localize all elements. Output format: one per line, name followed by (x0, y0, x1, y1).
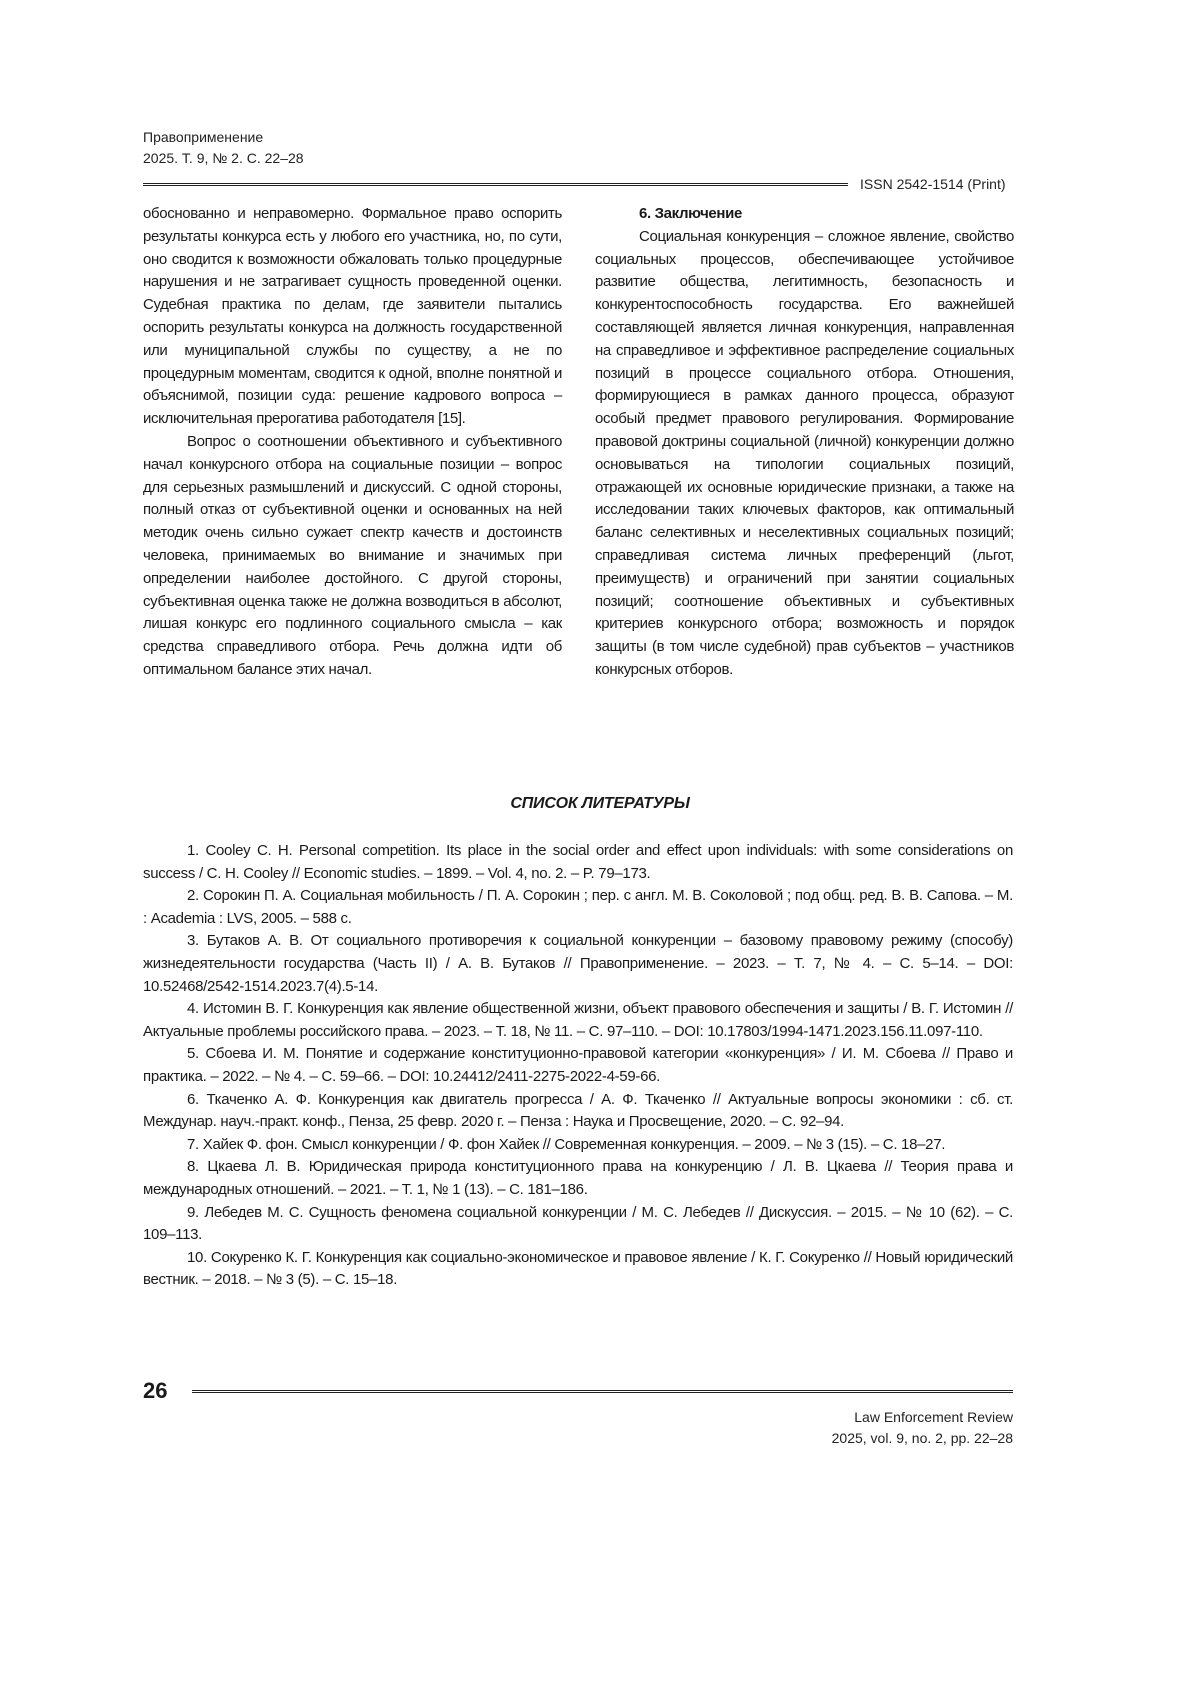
journal-title: Правоприменение (143, 127, 304, 148)
document-page (0, 0, 1200, 1697)
paragraph: Вопрос о соотношении объективного и субъективного начал конкурсного отбора на социальные позиции – вопрос для серьезных размышлений и дискуссий. С одной стороны, полный отказ от субъективной оценки и основанных на ней методик очень сильно сужает спектр качеств и достоинств человека, принимаемых во внимание и значимых при определении наиболее достойного. С другой стороны, субъективная оценка также не должна возводиться в абсолют, лишая конкурс его подлинного социального смысла – как средства справедливого отбора. Речь должна идти об оптимальном балансе этих начал. (143, 431, 562, 682)
left-column (143, 203, 562, 682)
issue-info-en: 2025, vol. 9, no. 2, pp. 22–28 (832, 1428, 1013, 1449)
reference-item: 9. Лебедев М. С. Сущность феномена социальной конкуренции / М. С. Лебедев // Дискуссия. – 2015. – № 10 (62). – С. 109–113. (143, 1202, 1013, 1247)
reference-item: 5. Сбоева И. М. Понятие и содержание конституционно-правовой категории «конкуренция» / И. М. Сбоева // Право и практика. – 2022. – № 4. – С. 59–66. – DOI: 10.24412/2411-2275-2022-4-59-66. (143, 1043, 1013, 1088)
running-footer (832, 1407, 1013, 1449)
journal-title-en: Law Enforcement Review (832, 1407, 1013, 1428)
reference-item: 6. Ткаченко А. Ф. Конкуренция как двигатель прогресса / А. Ф. Ткаченко // Актуальные вопросы экономики : сб. ст. Междунар. науч.-практ. конф., Пенза, 25 февр. 2020 г. – Пенза : Наука и Просвещение, 2020. – С. 92–94. (143, 1089, 1013, 1134)
references-list (143, 840, 1013, 1292)
reference-item: 10. Сокуренко К. Г. Конкуренция как социально-экономическое и правовое явление / К. Г. Сокуренко // Новый юридический вестник. – 2018. – № 3 (5). – С. 15–18. (143, 1247, 1013, 1292)
reference-item: 3. Бутаков А. В. От социального противоречия к социальной конкуренции – базовому правовому режиму (способу) жизнедеятельности государства (Часть II) / А. В. Бутаков // Правоприменение. – 2023. – Т. 7, № 4. – С. 5–14. – DOI: 10.52468/2542-1514.2023.7(4).5-14. (143, 930, 1013, 998)
section-heading: 6. Заключение (595, 203, 1014, 226)
running-header (143, 127, 304, 169)
footer-rule (192, 1390, 1013, 1393)
reference-item: 2. Сорокин П. А. Социальная мобильность / П. А. Сорокин ; пер. с англ. М. В. Соколовой ; под общ. ред. В. В. Сапова. – М. : Academia : LVS, 2005. – 588 с. (143, 885, 1013, 930)
page-number: 26 (143, 1378, 167, 1404)
reference-item: 7. Хайек Ф. фон. Смысл конкуренции / Ф. фон Хайек // Современная конкуренция. – 2009. – № 3 (15). – С. 18–27. (143, 1134, 1013, 1157)
header-rule (143, 183, 848, 186)
reference-item: 1. Cooley C. H. Personal competition. Its place in the social order and effect upon individuals: with some considerations on success / C. H. Cooley // Economic studies. – 1899. – Vol. 4, no. 2. – P. 79–173. (143, 840, 1013, 885)
reference-item: 8. Цкаева Л. В. Юридическая природа конституционного права на конкуренцию / Л. В. Цкаева // Теория права и международных отношений. – 2021. – Т. 1, № 1 (13). – С. 181–186. (143, 1156, 1013, 1201)
issn: ISSN 2542-1514 (Print) (860, 176, 1006, 192)
paragraph: Социальная конкуренция – сложное явление, свойство социальных процессов, обеспечивающее устойчивое развитие общества, легитимность, безопасность и конкурентоспособность государства. Его важнейшей составляющей является личная конкуренция, направленная на справедливое и эффективное распределение социальных позиций в процессе социального отбора. Отношения, формирующиеся в рамках данного процесса, образуют особый предмет правового регулирования. Формирование правовой доктрины социальной (личной) конкуренции должно основываться на типологии социальных позиций, отражающей их основные юридические признаки, а также на исследовании таких ключевых факторов, как оптимальный баланс селективных и неселективных социальных позиций; справедливая система личных преференций (льгот, преимуществ) и ограничений при занятии социальных позиций; соотношение объективных и субъективных критериев конкурсного отбора; возможность и порядок защиты (в том числе судебной) прав субъектов – участников конкурсных отборов. (595, 226, 1014, 682)
right-column (595, 203, 1014, 682)
issue-info: 2025. Т. 9, № 2. С. 22–28 (143, 148, 304, 169)
references-heading: СПИСОК ЛИТЕРАТУРЫ (0, 795, 1200, 813)
reference-item: 4. Истомин В. Г. Конкуренция как явление общественной жизни, объект правового обеспечения и защиты / В. Г. Истомин // Актуальные проблемы российского права. – 2023. – Т. 18, № 11. – С. 97–110. – DOI: 10.17803/1994-1471.2023.156.11.097-110. (143, 998, 1013, 1043)
paragraph: обоснованно и неправомерно. Формальное право оспорить результаты конкурса есть у любого его участника, но, по сути, оно сводится к возможности обжаловать только процедурные нарушения и не затрагивает сущность проведенной оценки. Судебная практика по делам, где заявители пытались оспорить результаты конкурса на должность государственной или муниципальной службы по существу, а не по процедурным моментам, сводится к одной, вполне понятной и объяснимой, позиции суда: решение кадрового вопроса – исключительная прерогатива работодателя [15]. (143, 203, 562, 431)
